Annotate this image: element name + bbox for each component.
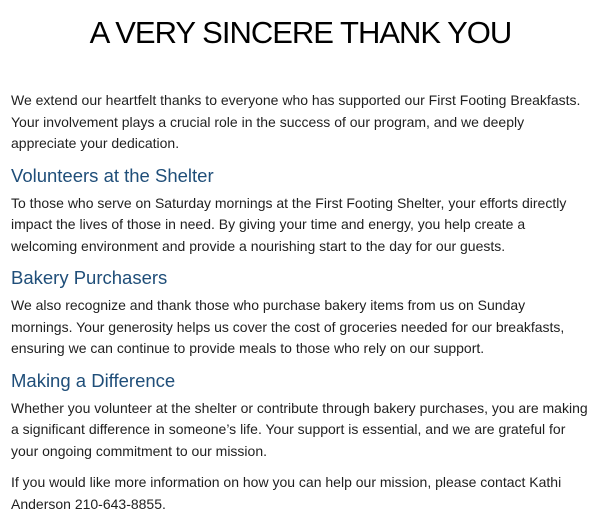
section-body-bakery: We also recognize and thank those who purchase bakery items from us on Sunday mornings. Your generosity helps us cover the cost of groceries needed for our breakfasts, ensuring we can continue to provide meals to those who rely on our support.	[11, 297, 565, 356]
page-title: A VERY SINCERE THANK YOU	[89, 15, 512, 50]
section-body-volunteers: To those who serve on Saturday mornings at the First Footing Shelter, your efforts directly impact the lives of those in need. By giving your time and energy, you help create a welcoming environment and provide a nourishing start to the day for our guests.	[11, 194, 567, 254]
section-heading-difference: Making a Difference	[11, 369, 176, 391]
intro-paragraph: We extend our heartfelt thanks to everyone who has supported our First Footing Breakfasts. Your involvement plays a crucial role in the success of our program, and we deeply appreciate your dedication.	[11, 92, 581, 151]
section-heading-bakery: Bakery Purchasers	[11, 267, 168, 288]
section-heading-volunteers: Volunteers at the Shelter	[11, 164, 214, 186]
section-body-difference: Whether you volunteer at the shelter or contribute through bakery purchases, you are making a significant difference in someone’s life. Your support is essential, and we are grateful for your ongoing commitment to our mission.	[11, 399, 588, 459]
contact-paragraph: If you would like more information on how you can help our mission, please contact Kathi Anderson 210-643-8855.	[11, 474, 562, 512]
